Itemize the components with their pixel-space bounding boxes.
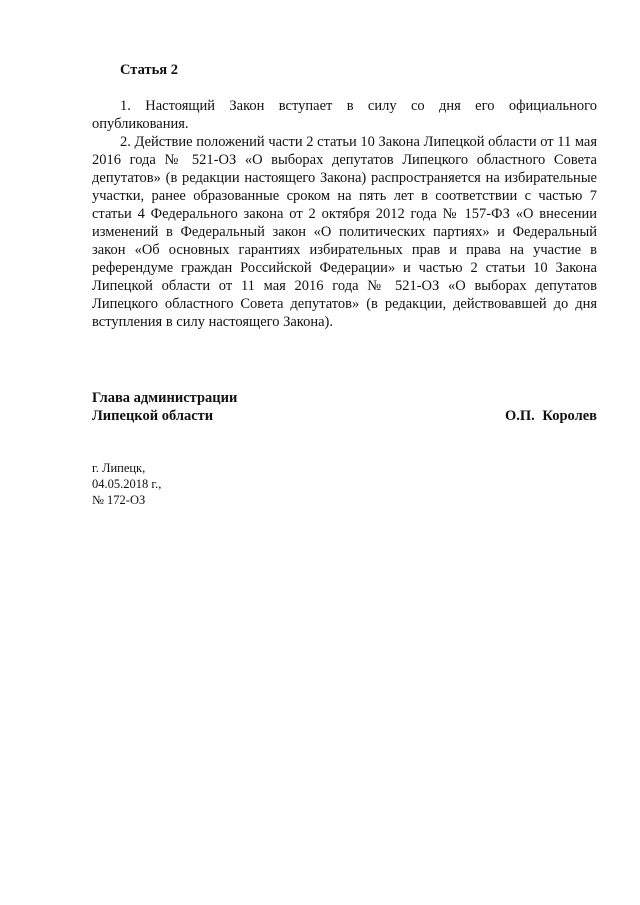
signature-block [92,389,597,425]
paragraph-1: 1. Настоящий Закон вступает в силу со дня его официального опубликования. [92,98,597,132]
footer-block [92,460,161,508]
footer-city: г. Липецк, [92,461,146,475]
article-heading: Статья 2 [120,62,178,78]
signature-row [92,407,597,425]
paragraph-1-container [92,97,597,133]
paragraph-2: 2. Действие положений части 2 статьи 10 Закона Липецкой области от 11 мая 2016 года № 521-ОЗ «О выборах депутатов Липецкого областного Совета депутатов» (в редакции настоящего Закона) распространяется на избирательные участки, ранее образованные сроком на пять лет в соответствии с частью 7 статьи 4 Федерального закона от 2 октября 2012 года № 157-ФЗ «О внесении изменений в Федеральный закон «О политических партиях» и Федеральный закон «Об основных гарантиях избирательных прав и права на участие в референдуме граждан Российской Федерации» и частью 2 статьи 10 Закона Липецкой области от 11 мая 2016 года № 521-ОЗ «О выборах депутатов Липецкого областного Совета депутатов» (в редакции, действовавшей до дня вступления в силу настоящего Закона). [92,134,597,330]
footer-date: 04.05.2018 г., [92,477,162,491]
signer-name: О.П. Королев [505,408,597,424]
signer-position-line1: Глава администрации [92,390,238,406]
paragraph-2-container [92,133,597,331]
signer-position-line2: Липецкой области [92,408,214,424]
footer-number: № 172-ОЗ [92,493,146,507]
